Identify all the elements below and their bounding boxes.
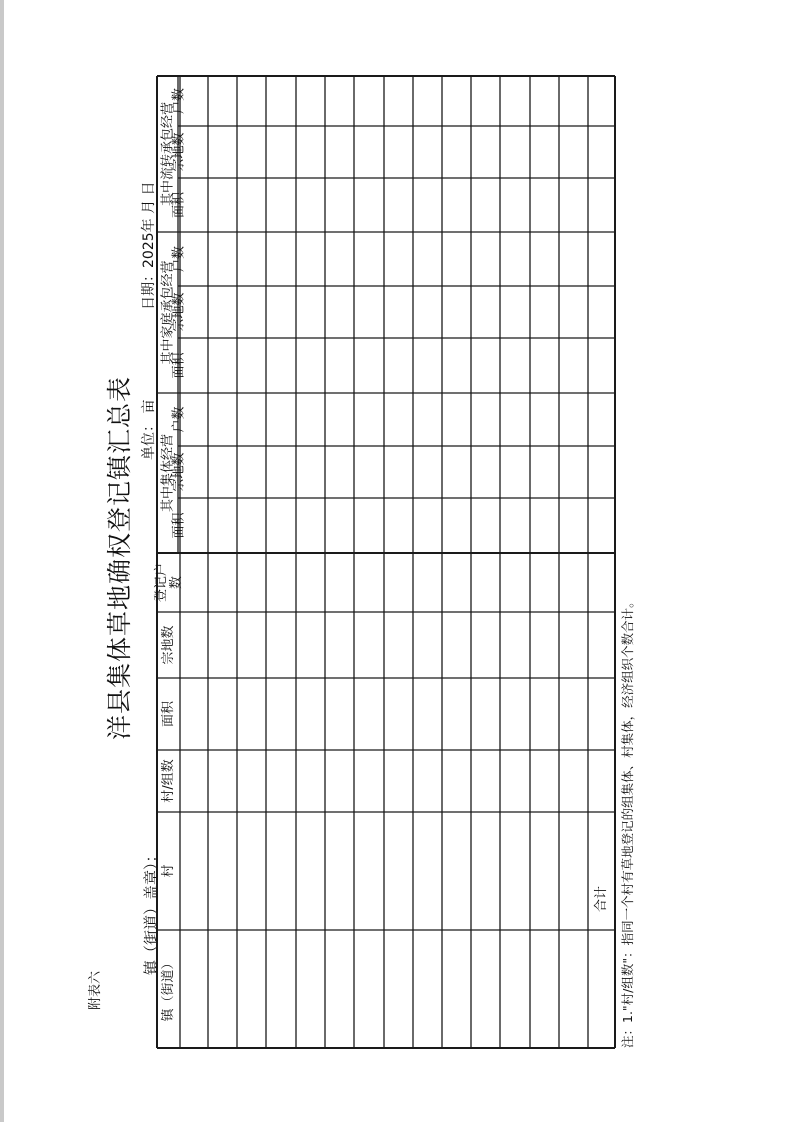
group-header-3: 其中流转承包经营: [160, 101, 176, 207]
col-header-plot_count: 宗地数: [161, 625, 176, 665]
col-header-village_group_count: 村/组数: [161, 759, 176, 803]
group-header-1: 其中集体经营: [160, 433, 176, 513]
annex-label: 附表六: [88, 970, 103, 1010]
town-stamp-label: 镇（街道）盖章）：: [142, 847, 160, 975]
col-header-registered_households-line2: 数: [169, 575, 184, 590]
footnote: 注：1."村/组数"：指同一个村有草地登记的组集体、村集体，经济组织个数合计。: [620, 595, 635, 1048]
unit-label: 单位： 亩: [141, 399, 157, 460]
group-header-2: 其中家庭承包经营: [160, 260, 176, 365]
sub-header-g3-3: 户数: [171, 87, 187, 115]
sub-header-g3-2: 宗地数: [171, 132, 187, 172]
date-label: 日期：2025年 月 日: [141, 181, 157, 310]
col-header-registered_households-line1: 登记户: [154, 562, 169, 603]
sub-header-g3-1: 面积: [171, 191, 187, 219]
sub-header-g1-2: 宗地数: [171, 452, 187, 492]
sub-header-g2-2: 宗地数: [171, 292, 187, 332]
col-header-village: 村: [161, 864, 176, 878]
total-row-label: 合计: [594, 885, 609, 912]
sub-header-g1-3: 户数: [171, 406, 187, 433]
sub-header-g2-3: 户数: [171, 245, 187, 273]
sub-header-g2-1: 面积: [171, 352, 187, 379]
sub-header-g1-1: 面积: [171, 512, 187, 539]
page-title: 洋县集体草地确权登记镇汇总表: [105, 375, 134, 740]
col-header-area: 面积: [161, 700, 176, 728]
col-header-town: 镇（街道）: [161, 956, 176, 1022]
